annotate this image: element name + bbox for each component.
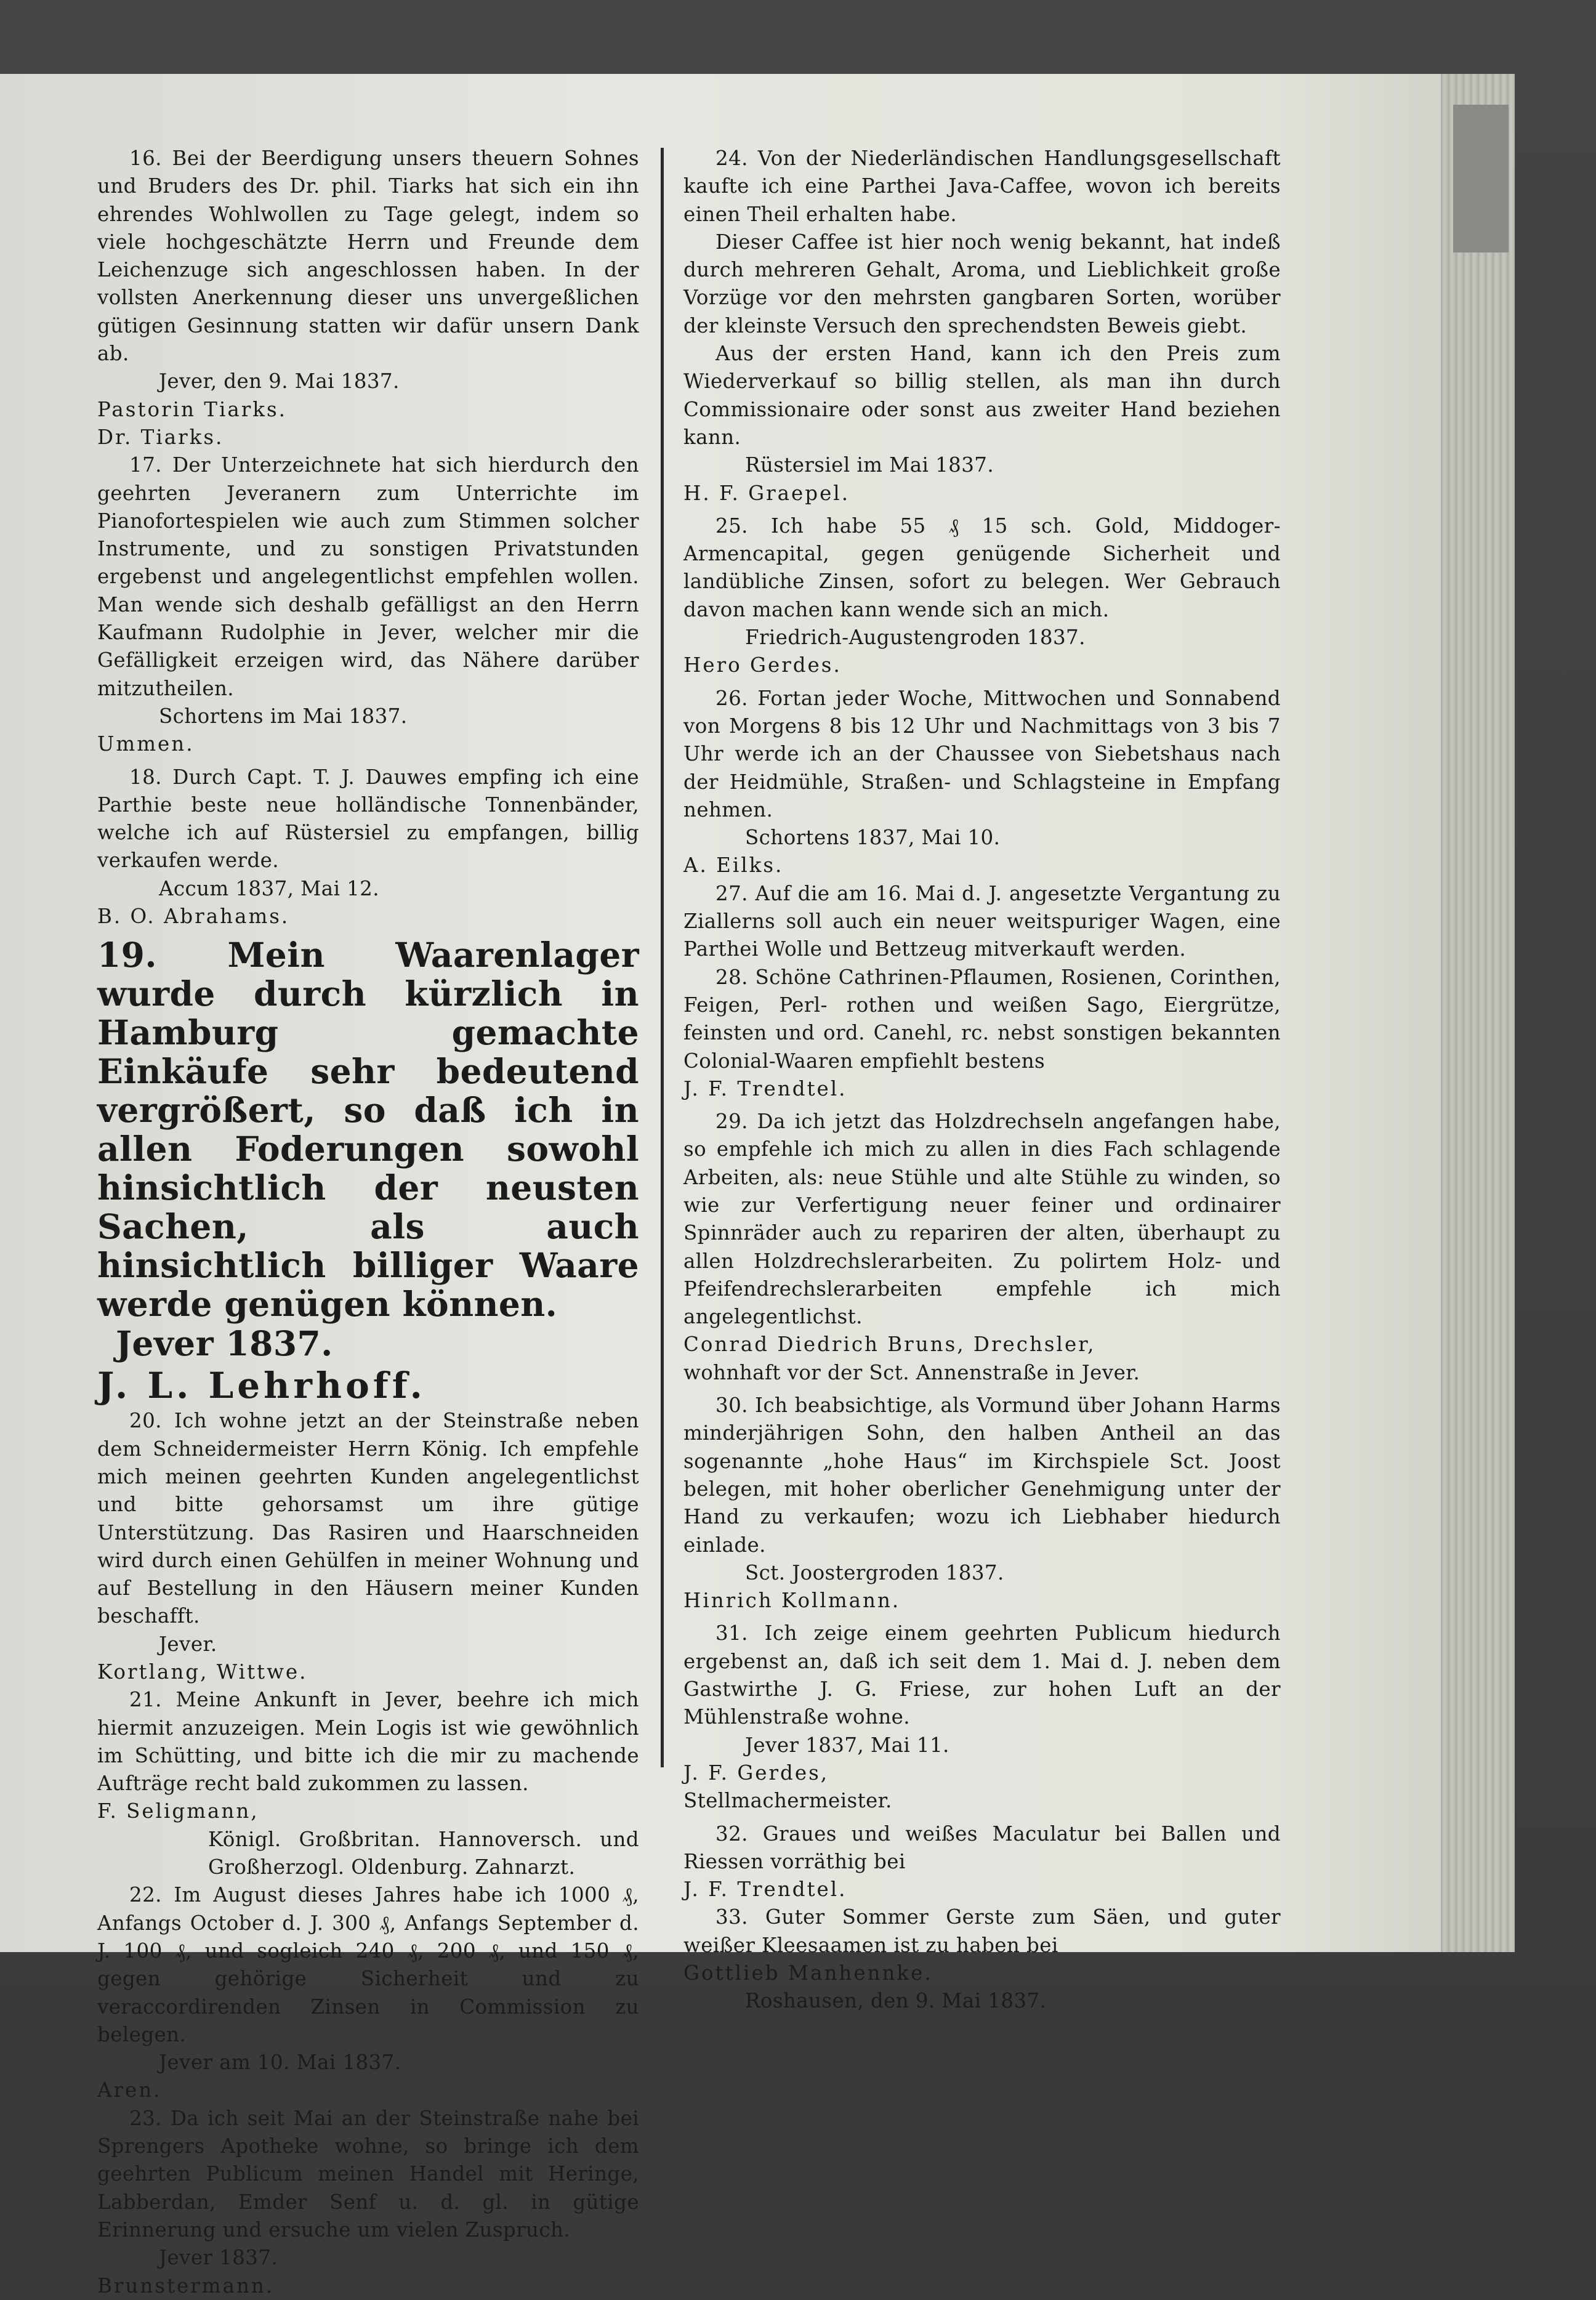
notice-place: Sct. Joostergroden 1837. [745,1560,1004,1584]
notice-place: Jever 1837, Mai 11. [745,1733,949,1757]
notice-body: 25. Ich habe 55 ₰ 15 sch. Gold, Middoger-Armencapital, gegen genügende Sicherheit und landübliche Zinsen, sofort zu belegen. Wer Gebrauch davon machen kann wende sich an mich. [683,514,1281,621]
notice-body: 29. Da ich jetzt das Holzdrechseln angefangen habe, so empfehle ich mich zu allen in dies Fach schlagende Arbeiten, als: neue Stühle und alte Stühle zu winden, so wie zur Verfertigung neuer feiner und ordinairer Spinnräder auch zu repariren der alten, überhaupt zu allen Holzdrechslerarbeiten. Zu polirtem Holz- und Pfeifendrechslerarbeiten empfehle ich mich angelegentlichst. [683,1110,1281,1329]
notice-place: Schortens 1837, Mai 10. [745,826,1001,850]
notice-signature-title: wohnhaft vor der Sct. Annenstraße in Jever. [683,1360,1140,1384]
notice-body: 26. Fortan jeder Woche, Mittwochen und Sonnabend von Morgens 8 bis 12 Uhr und Nachmittags von 3 bis 7 Uhr werde ich an der Chaussee von Siebetshaus nach der Heidmühle, Straßen- und Schlagsteine in Empfang nehmen. [683,686,1281,821]
notice-body: 33. Guter Sommer Gerste zum Säen, und guter weißer Kleesaamen ist zu haben bei [683,1905,1281,1957]
left-column [97,145,639,2300]
notice-place: Friedrich-Augustengroden 1837. [745,626,1086,650]
notice-body: 28. Schöne Cathrinen-Pflaumen, Rosienen, Corinthen, Feigen, Perl- rothen und weißen Sago, Eiergrütze, feinsten und ord. Canehl, rc. nebst sonstigen bekannten Colonial-Waaren empfiehlt bestens [683,965,1281,1073]
notice-body: 18. Durch Capt. T. J. Dauwes empfing ich eine Parthie beste neue holländische Tonnenbänder, welche ich auf Rüstersiel zu empfangen, billig verkaufen werde. [97,765,639,873]
notice-28 [683,964,1281,1103]
notice-signature: J. F. Gerdes, [683,1761,829,1785]
notice-body: 32. Graues und weißes Maculatur bei Ballen und Riessen vorräthig bei [683,1822,1281,1873]
notice-body: 31. Ich zeige einem geehrten Publicum hiedurch ergebenst an, daß ich seit dem 1. Mai d. J. neben dem Gastwirthe J. G. Friese, zur hohen Luft an der Mühlenstraße wohne. [683,1621,1281,1729]
notice-place: Schortens im Mai 1837. [159,704,408,728]
notice-body: 17. Der Unterzeichnete hat sich hierdurch den geehrten Jeveranern zum Unterrichte im Pianofortespielen wie auch zum Stimmen solcher Instrumente, und zu sonstigen Privatstunden ergebenst und angelegentlichst empfehlen wollen. Man wende sich deshalb gefälligst an den Herrn Kaufmann Rudolphie in Jever, welcher mir die Gefälligkeit erzeigen wird, das Nähere darüber mitzutheilen. [97,453,639,700]
notice-25 [683,512,1281,680]
notice-16 [97,145,639,451]
notice-place: Jever 1837. [159,2246,278,2270]
notice-signature: Ummen. [97,732,195,756]
page-edge [1441,74,1515,1952]
notice-signature: Kortlang, Wittwe. [97,1660,308,1684]
notice-place: Jever, den 9. Mai 1837. [159,369,400,393]
notice-signature: Conrad Diedrich Bruns, Drechsler, [683,1333,1096,1357]
notice-31 [683,1620,1281,1815]
notice-place: Jever. [159,1632,217,1656]
notice-body: 21. Meine Ankunft in Jever, beehre ich mich hiermit anzuzeigen. Mein Logis ist wie gewöhnlich im Schütting, und bitte ich die mir zu machende Aufträge recht bald zukommen zu lassen. [97,1688,639,1796]
notice-place: Jever 1837. [116,1323,333,1364]
notice-signature: J. F. Trendtel. [683,1076,847,1100]
notice-19 [97,935,639,1407]
book-spine [1453,105,1509,252]
notice-body: 27. Auf die am 16. Mai d. J. angesetzte Vergantung zu Ziallerns soll auch ein neuer weitspuriger Wagen, eine Parthei Wolle und Bettzeug mitverkauft werden. [683,881,1281,961]
notice-signature: J. L. Lehrhoff. [97,1365,426,1407]
notice-29 [683,1108,1281,1387]
notice-place: Accum 1837, Mai 12. [159,876,379,900]
notice-signature: H. F. Graepel. [683,481,850,505]
notice-17 [97,451,639,758]
notice-26 [683,685,1281,880]
notice-signature: Hero Gerdes. [683,653,842,677]
notice-body: 23. Da ich seit Mai an der Steinstraße nahe bei Sprengers Apotheke wohne, so bringe ich dem geehrten Publicum meinen Handel mit Heringe, Labberdan, Emder Senf u. d. gl. in gütige Erinnerung und ersuche um vielen Zuspruch. [97,2106,639,2241]
notice-signature: Hinrich Kollmann. [683,1589,901,1613]
notice-body: Aus der ersten Hand, kann ich den Preis zum Wiederverkauf so billig stellen, als man ihn durch Commissionaire oder sonst aus zweiter Hand beziehen kann. [683,342,1281,449]
notice-20 [97,1407,639,1686]
notice-18 [97,764,639,931]
notice-32 [683,1820,1281,1904]
notice-signature: B. O. Abrahams. [97,905,290,929]
notice-21 [97,1686,639,1881]
notice-24 [683,145,1281,507]
notice-signature: Brunstermann. [97,2274,275,2298]
right-column [683,145,1281,2016]
notice-place: Jever am 10. Mai 1837. [159,2051,401,2075]
notice-place: Rüstersiel im Mai 1837. [745,453,994,477]
notice-body: 16. Bei der Beerdigung unsers theuern Sohnes und Bruders des Dr. phil. Tiarks hat sich ein ihn ehrendes Wohlwollen zu Tage gelegt, indem so viele hochgeschätzte Herrn und Freunde dem Leichenzuge sich angeschlossen haben. In der vollsten Anerkennung dieser uns unvergeßlichen gütigen Gesinnung statten wir dafür unsern Dank ab. [97,147,639,366]
notice-signature: Aren. [97,2078,162,2102]
notice-30 [683,1392,1281,1615]
notice-body-large: 19. Mein Waarenlager wurde durch kürzlich in Hamburg gemachte Einkäufe sehr bedeutend vergrößert, so daß ich in allen Foderungen sowohl hinsichtlich der neusten Sachen, als auch hinsichtlich billiger Waare werde genügen können. [97,935,639,1325]
notice-body: 24. Von der Niederländischen Handlungsgesellschaft kaufte ich eine Parthei Java-Caffee, wovon ich bereits einen Theil erhalten habe. [683,147,1281,226]
notice-27 [683,880,1281,964]
notice-signature-title: Stellmachermeister. [683,1789,892,1813]
notice-signature: F. Seligmann, [97,1799,259,1823]
notice-23 [97,2105,639,2300]
notice-signature: A. Eilks. [683,853,784,878]
notice-body: 22. Im August dieses Jahres habe ich 1000 ₰, Anfangs October d. J. 300 ₰, Anfangs September d. J. 100 ₰, und sogleich 240 ₰, 200 ₰, und 150 ₰, gegen gehörige Sicherheit und zu veraccordirenden Zinsen in Commission zu belegen. [97,1883,639,2046]
notice-body: 20. Ich wohne jetzt an der Steinstraße neben dem Schneidermeister Herrn König. Ich empfehle mich meinen geehrten Kunden angelegentlichst und bitte gehorsamst um ihre gütige Unterstützung. Das Rasiren und Haarschneiden wird durch einen Gehülfen in meiner Wohnung und auf Bestellung in den Häusern meiner Kunden beschafft. [97,1409,639,1628]
notice-body: Dieser Caffee ist hier noch wenig bekannt, hat indeß durch mehreren Gehalt, Aroma, und Lieblichkeit große Vorzüge vor den mehrsten gangbaren Sorten, worüber der kleinste Versuch den sprechendsten Beweis giebt. [683,230,1281,337]
notice-signature-title: Königl. Großbritan. Hannoversch. und Großherzogl. Oldenburg. Zahnarzt. [208,1827,639,1879]
notice-22 [97,1881,639,2104]
notice-signature: Pastorin Tiarks. [97,397,287,421]
column-rule [661,148,664,1767]
notice-body: 30. Ich beabsichtige, als Vormund über Johann Harms minderjährigen Sohn, den halben Antheil an das sogenannte „hohe Haus“ im Kirchspiele Sct. Joost belegen, mit hoher oberlicher Genehmigung unter der Hand zu verkaufen; wozu ich Liebhaber hiedurch einlade. [683,1394,1281,1557]
notice-place: Roshausen, den 9. Mai 1837. [745,1989,1047,2013]
notice-signature: J. F. Trendtel. [683,1878,847,1902]
notice-signature: Dr. Tiarks. [97,425,224,449]
notice-signature: Gottlieb Manhennke. [683,1961,933,1985]
notice-33 [683,1903,1281,2015]
